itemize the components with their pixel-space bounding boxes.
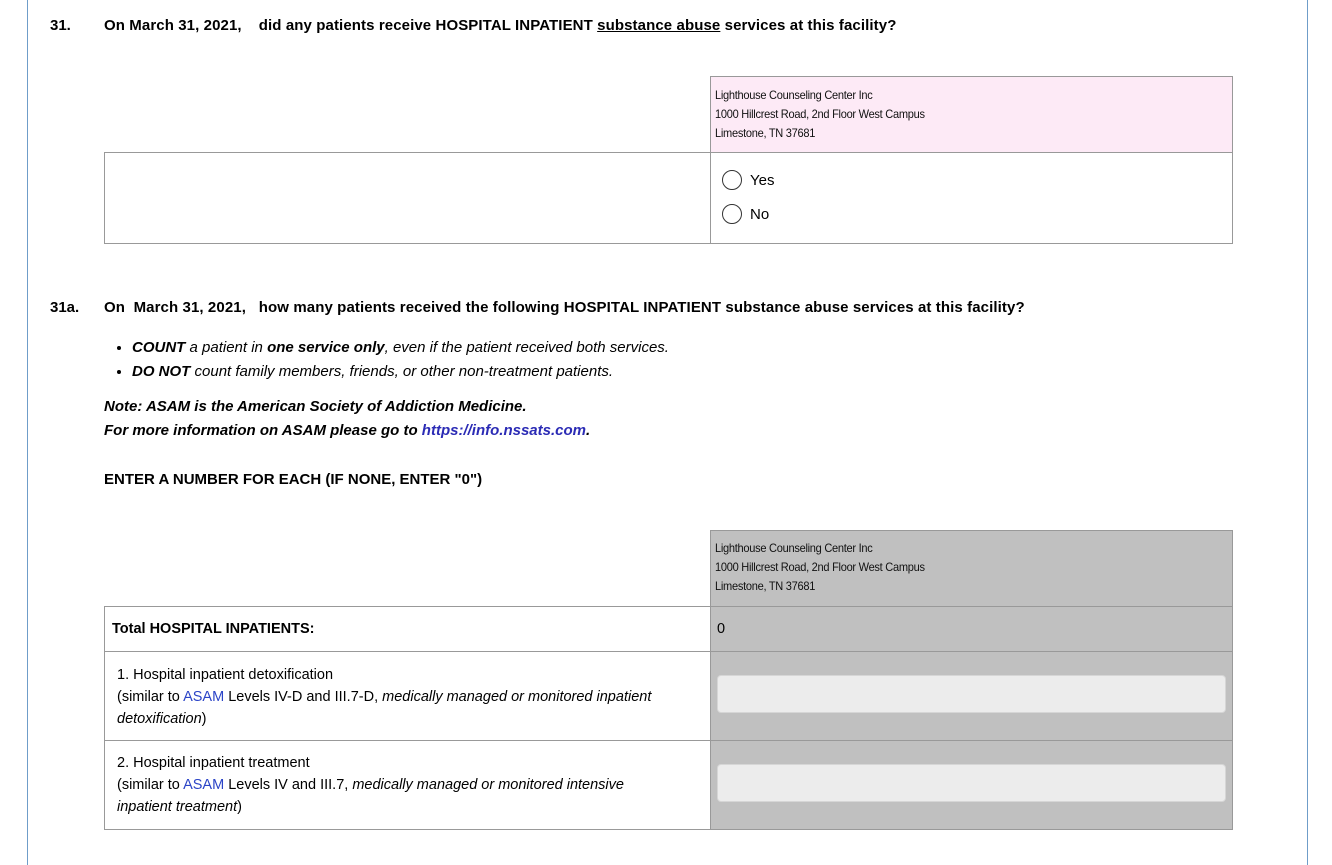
total-label-cell	[104, 606, 711, 652]
enter-number-instruction: ENTER A NUMBER FOR EACH (IF NONE, ENTER "0")	[104, 471, 483, 488]
facility-address-line1: 1000 Hillcrest Road, 2nd Floor West Campus	[715, 107, 925, 121]
radio-label-no: No	[750, 205, 770, 223]
q31-answer-cell	[710, 152, 1233, 244]
total-value: 0	[717, 621, 726, 637]
radio-button-yes[interactable]	[722, 170, 742, 190]
asam-note-line1: Note: ASAM is the American Society of Addiction Medicine.	[104, 398, 527, 415]
asam-link[interactable]: ASAM	[183, 689, 225, 705]
q31a-facility-header	[710, 530, 1233, 607]
asam-note	[104, 395, 590, 443]
facility-address-line1: 1000 Hillcrest Road, 2nd Floor West Campus	[715, 560, 925, 574]
detox-row-label-cell	[104, 651, 711, 741]
instruction-item: • COUNT a patient in one service only, even if the patient received both services.	[132, 336, 669, 360]
question-31-number: 31.	[50, 17, 71, 34]
q31-label-cell	[104, 152, 711, 244]
question-31a-number: 31a.	[50, 299, 80, 316]
detox-row-label: 1. Hospital inpatient detoxification (similar to ASAM Levels IV-D and III.7-D, medically managed or monitored inpatient detoxification)	[117, 667, 652, 727]
asam-note-line2: For more information on ASAM please go to https://info.nssats.com.	[104, 422, 591, 439]
instruction-item: • DO NOT count family members, friends, or other non-treatment patients.	[132, 360, 669, 384]
question-31a-text: On March 31, 2021, how many patients received the following HOSPITAL INPATIENT substance abuse services at this facility?	[104, 299, 1025, 316]
facility-name: Lighthouse Counseling Center Inc	[715, 88, 873, 102]
radio-label-yes: Yes	[750, 171, 775, 189]
question-31-text: On March 31, 2021, did any patients receive HOSPITAL INPATIENT substance abuse services at this facility?	[104, 17, 897, 34]
instruction-list	[104, 336, 669, 384]
total-value-cell	[710, 606, 1233, 652]
treatment-count-input[interactable]	[717, 764, 1226, 802]
radio-option-no[interactable]	[722, 204, 769, 224]
treatment-row-label: 2. Hospital inpatient treatment (similar to ASAM Levels IV and III.7, medically managed or monitored intensive inpatient treatment)	[117, 755, 624, 815]
radio-option-yes[interactable]	[722, 170, 774, 190]
detox-count-input[interactable]	[717, 675, 1226, 713]
q31-facility-header	[710, 76, 1233, 153]
detox-row-input-cell	[710, 651, 1233, 741]
treatment-row-input-cell	[710, 740, 1233, 830]
facility-address-line2: Limestone, TN 37681	[715, 579, 816, 593]
facility-address-line2: Limestone, TN 37681	[715, 126, 816, 140]
facility-name: Lighthouse Counseling Center Inc	[715, 541, 873, 555]
total-label: Total HOSPITAL INPATIENTS:	[112, 621, 315, 637]
nssats-link[interactable]: https://info.nssats.com	[421, 422, 586, 439]
radio-button-no[interactable]	[722, 204, 742, 224]
treatment-row-label-cell	[104, 740, 711, 830]
asam-link[interactable]: ASAM	[183, 777, 225, 793]
